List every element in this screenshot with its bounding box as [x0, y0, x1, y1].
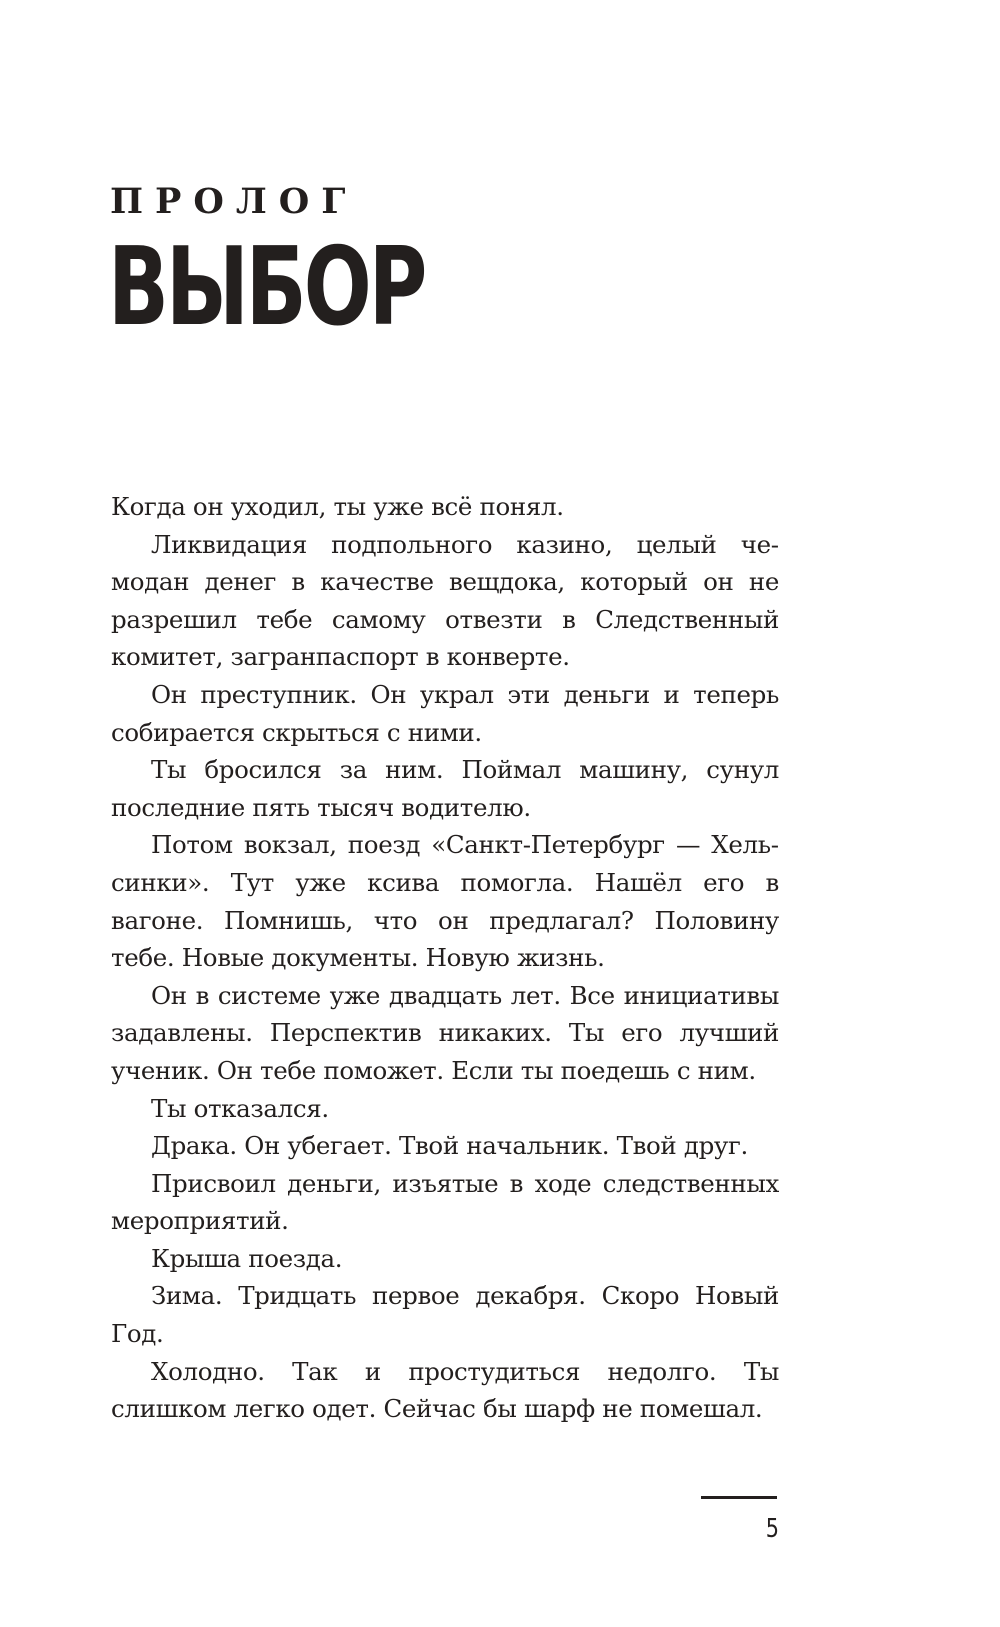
footer-rule — [701, 1496, 777, 1499]
paragraph-12: Холодно. Так и простудиться недолго. Ты слишком легко одет. Сейчас бы шарф не помешал. — [111, 1356, 779, 1424]
paragraph-4: Ты бросился за ним. Поймал машину, сунул последние пять тысяч водителю. — [111, 755, 779, 822]
page-number: 5 — [765, 1514, 779, 1544]
paragraph-6: Он в системе уже двадцать лет. Все инициативы задавлены. Перспектив никаких. Ты его лучший ученик. Он тебе поможет. Если ты поедешь с ним. — [111, 980, 779, 1085]
paragraph-10: Крыша поезда. — [151, 1243, 343, 1273]
paragraph-1: Когда он уходил, ты уже всё понял. — [111, 492, 564, 521]
chapter-title: ВЫБОР — [108, 225, 425, 350]
paragraph-5: Потом вокзал, поезд «Санкт-Петербург — Хельсинки». Тут уже ксива помогла. Нашёл его в вагоне. Помнишь, что он предлагал? Половину тебе. Новые документы. Новую жизнь. — [111, 830, 779, 973]
paragraph-2: Ликвидация подпольного казино, целый чемодан денег в качестве вещдока, который он не разрешил тебе самому отвезти в Следственный комитет, загранпаспорт в конверте. — [111, 529, 779, 672]
paragraph-9: Присвоил деньги, изъятые в ходе следственных мероприятий. — [111, 1168, 779, 1236]
chapter-label: ПРОЛОГ — [110, 181, 358, 222]
paragraph-8: Драка. Он убегает. Твой начальник. Твой друг. — [151, 1131, 748, 1161]
paragraph-3: Он преступник. Он украл эти деньги и теперь собирается скрыться с ними. — [111, 679, 779, 747]
chapter-body — [111, 488, 779, 1428]
paragraph-11: Зима. Тридцать первое декабря. Скоро Новый Год. — [111, 1281, 779, 1349]
paragraph-7: Ты отказался. — [151, 1093, 329, 1123]
